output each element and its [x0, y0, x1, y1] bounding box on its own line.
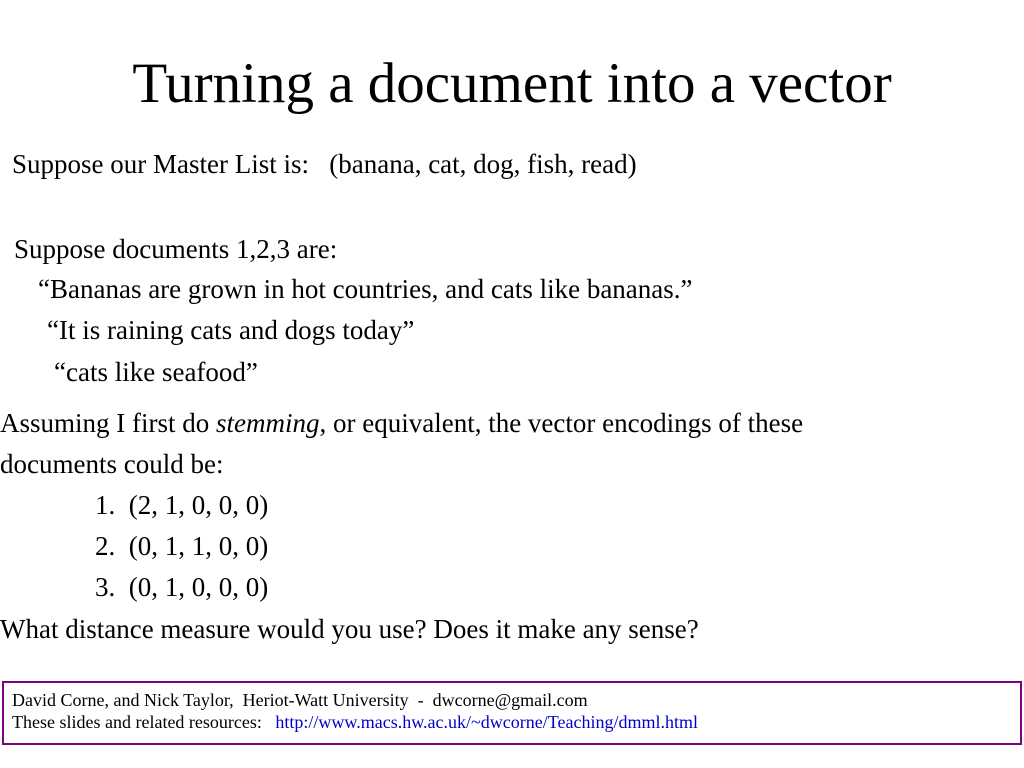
closing-question: What distance measure would you use? Does it make any sense?	[0, 614, 699, 644]
vector-number: 1.	[95, 490, 116, 520]
master-list-items: (banana, cat, dog, fish, read)	[329, 149, 637, 179]
footer-resources-label: These slides and related resources:	[12, 712, 262, 732]
master-list-label: Suppose our Master List is:	[12, 149, 309, 179]
vector-value: (2, 1, 0, 0, 0)	[128, 490, 269, 520]
document-3-text: “cats like seafood”	[54, 357, 258, 387]
vector-number: 3.	[95, 572, 116, 602]
assumption-line-1	[0, 407, 803, 439]
assumption-emphasis: stemming	[216, 408, 320, 438]
footer-link[interactable]: http://www.macs.hw.ac.uk/~dwcorne/Teaching/dmml.html	[275, 712, 698, 732]
footer-box	[2, 681, 1022, 745]
vector-item	[95, 571, 268, 603]
document-2-text: “It is raining cats and dogs today”	[47, 315, 415, 345]
vector-item	[95, 530, 268, 562]
vector-value: (0, 1, 0, 0, 0)	[128, 572, 269, 602]
vector-number: 2.	[95, 531, 116, 561]
assumption-before: Assuming I first do	[0, 408, 216, 438]
footer-credits: David Corne, and Nick Taylor, Heriot-Watt University - dwcorne@gmail.com	[12, 690, 588, 710]
documents-intro: Suppose documents 1,2,3 are:	[14, 234, 338, 264]
assumption-after: , or equivalent, the vector encodings of these	[319, 408, 804, 438]
footer-resources	[12, 711, 1020, 733]
master-list-line	[12, 148, 637, 180]
document-1-text: “Bananas are grown in hot countries, and cats like bananas.”	[38, 274, 693, 304]
slide-title: Turning a document into a vector	[132, 52, 892, 115]
assumption-line-2: documents could be:	[0, 449, 224, 479]
vector-item	[95, 489, 268, 521]
vector-value: (0, 1, 1, 0, 0)	[128, 531, 269, 561]
